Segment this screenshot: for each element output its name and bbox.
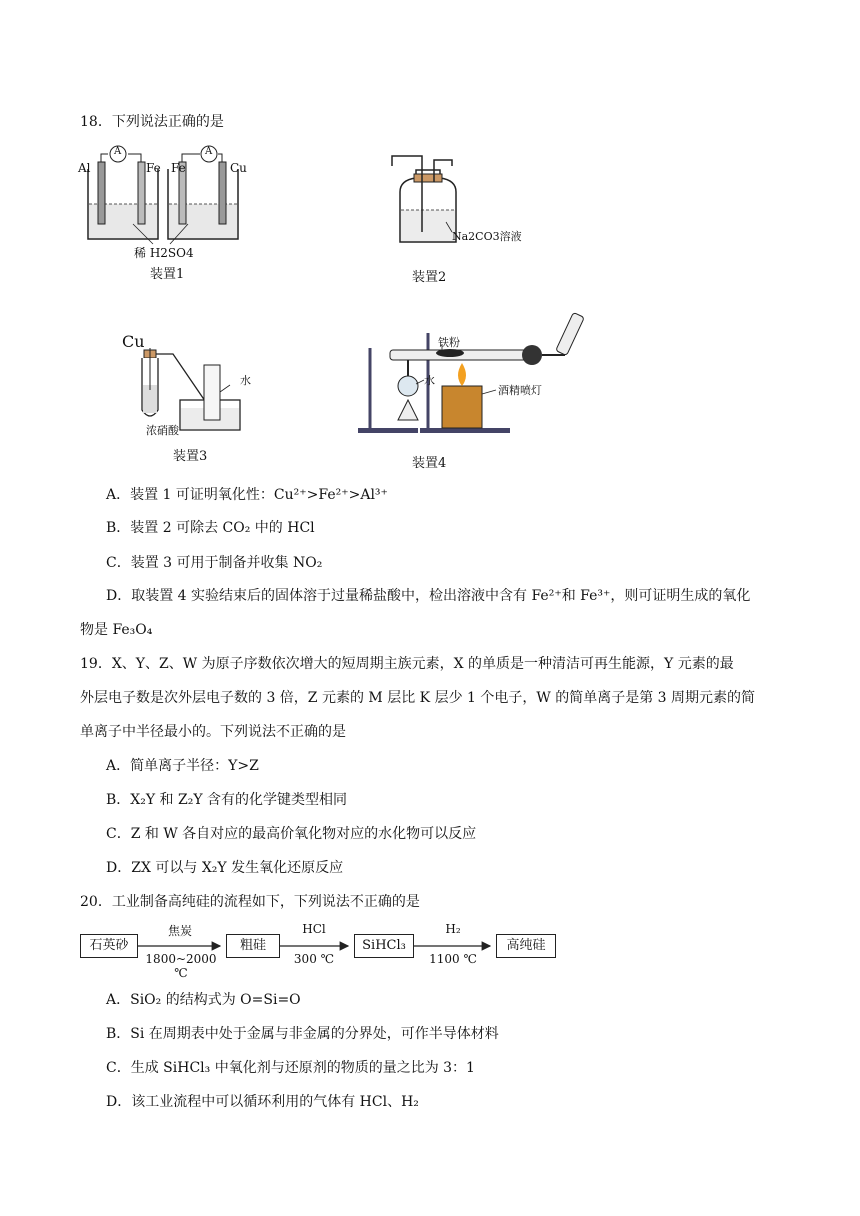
- flow-reagent-1: 焦炭: [167, 924, 192, 938]
- q18-option-b: B．装置 2 可除去 CO₂ 中的 HCl: [106, 520, 315, 536]
- flow-condition-3: 1100 ℃: [429, 952, 477, 966]
- q19-option-b: B．X₂Y 和 Z₂Y 含有的化学键类型相同: [106, 792, 348, 808]
- q20-stem: 20．工业制备高纯硅的流程如下，下列说法不正确的是: [80, 894, 420, 910]
- flow-box-pure-si: 高纯硅: [496, 934, 556, 958]
- device3-figure: [118, 330, 268, 440]
- flow-condition-2: 300 ℃: [293, 952, 335, 966]
- device2-caption: 装置2: [412, 270, 447, 285]
- flow-box-quartz: 石英砂: [80, 934, 138, 958]
- flow-box-crude-si: 粗硅: [226, 934, 280, 958]
- q19-option-d: D．ZX 可以与 X₂Y 发生氧化还原反应: [106, 860, 344, 876]
- q19-stem-line1: 19．X、Y、Z、W 为原子序数依次增大的短周期主族元素，X 的单质是一种清洁可再生能源，Y 元素的最: [80, 656, 734, 672]
- device1-solution: 稀 H2SO4: [134, 246, 194, 260]
- device4-caption: 装置4: [412, 456, 447, 471]
- q18-option-c: C．装置 3 可用于制备并收集 NO₂: [106, 555, 323, 571]
- device1-figure: [78, 144, 248, 264]
- q20-option-d: D．该工业流程中可以循环利用的气体有 HCl、H₂: [106, 1094, 419, 1110]
- device4-water: 水: [424, 374, 435, 387]
- q20-option-c: C．生成 SiHCl₃ 中氧化剂与还原剂的物质的量之比为 3：1: [106, 1060, 475, 1076]
- ammeter-label-1: A: [114, 146, 122, 157]
- q20-option-a: A．SiO₂ 的结构式为 O=Si=O: [106, 992, 301, 1008]
- q19-option-a: A．简单离子半径：Y>Z: [106, 758, 259, 774]
- device2-figure: [388, 152, 528, 252]
- q19-stem-line3: 单离子中半径最小的。下列说法不正确的是: [80, 724, 346, 740]
- flow-reagent-2: HCl: [302, 922, 326, 936]
- q20-flowchart: [80, 922, 560, 980]
- device4-iron: 铁粉: [438, 336, 460, 349]
- flow-condition-1: 1800~2000 ℃: [145, 952, 217, 980]
- device4-figure: [350, 308, 600, 436]
- electrode-cu: Cu: [230, 161, 247, 175]
- device3-caption: 装置3: [173, 449, 208, 464]
- flow-reagent-3: H₂: [445, 922, 461, 936]
- q18-option-a: A．装置 1 可证明氧化性：Cu²⁺>Fe²⁺>Al³⁺: [106, 487, 388, 503]
- q19-stem-line2: 外层电子数是次外层电子数的 3 倍，Z 元素的 M 层比 K 层少 1 个电子，W 的简单离子是第 3 周期元素的简: [80, 690, 756, 706]
- device3-metal: Cu: [122, 332, 145, 351]
- device3-water: 水: [240, 374, 251, 387]
- q19-option-c: C．Z 和 W 各自对应的最高价氧化物对应的水化物可以反应: [106, 826, 477, 842]
- electrode-al: Al: [78, 161, 91, 175]
- q18-option-d-line1: D．取装置 4 实验结束后的固体溶于过量稀盐酸中，检出溶液中含有 Fe²⁺和 Fe³⁺，则可证明生成的氧化: [106, 588, 751, 604]
- device2-solution: Na2CO3溶液: [452, 230, 522, 243]
- device1-caption: 装置1: [150, 267, 185, 282]
- q20-option-b: B．Si 在周期表中处于金属与非金属的分界处，可作半导体材料: [106, 1026, 499, 1042]
- q18-stem: 18．下列说法正确的是: [80, 114, 224, 130]
- device3-acid: 浓硝酸: [146, 424, 179, 437]
- electrode-fe-2: Fe: [171, 161, 186, 175]
- flow-box-sihcl3: SiHCl₃: [354, 934, 414, 958]
- q18-option-d-line2: 物是 Fe₃O₄: [80, 622, 153, 638]
- electrode-fe-1: Fe: [146, 161, 161, 175]
- ammeter-label-2: A: [205, 146, 213, 157]
- device4-lamp: 酒精喷灯: [498, 384, 542, 397]
